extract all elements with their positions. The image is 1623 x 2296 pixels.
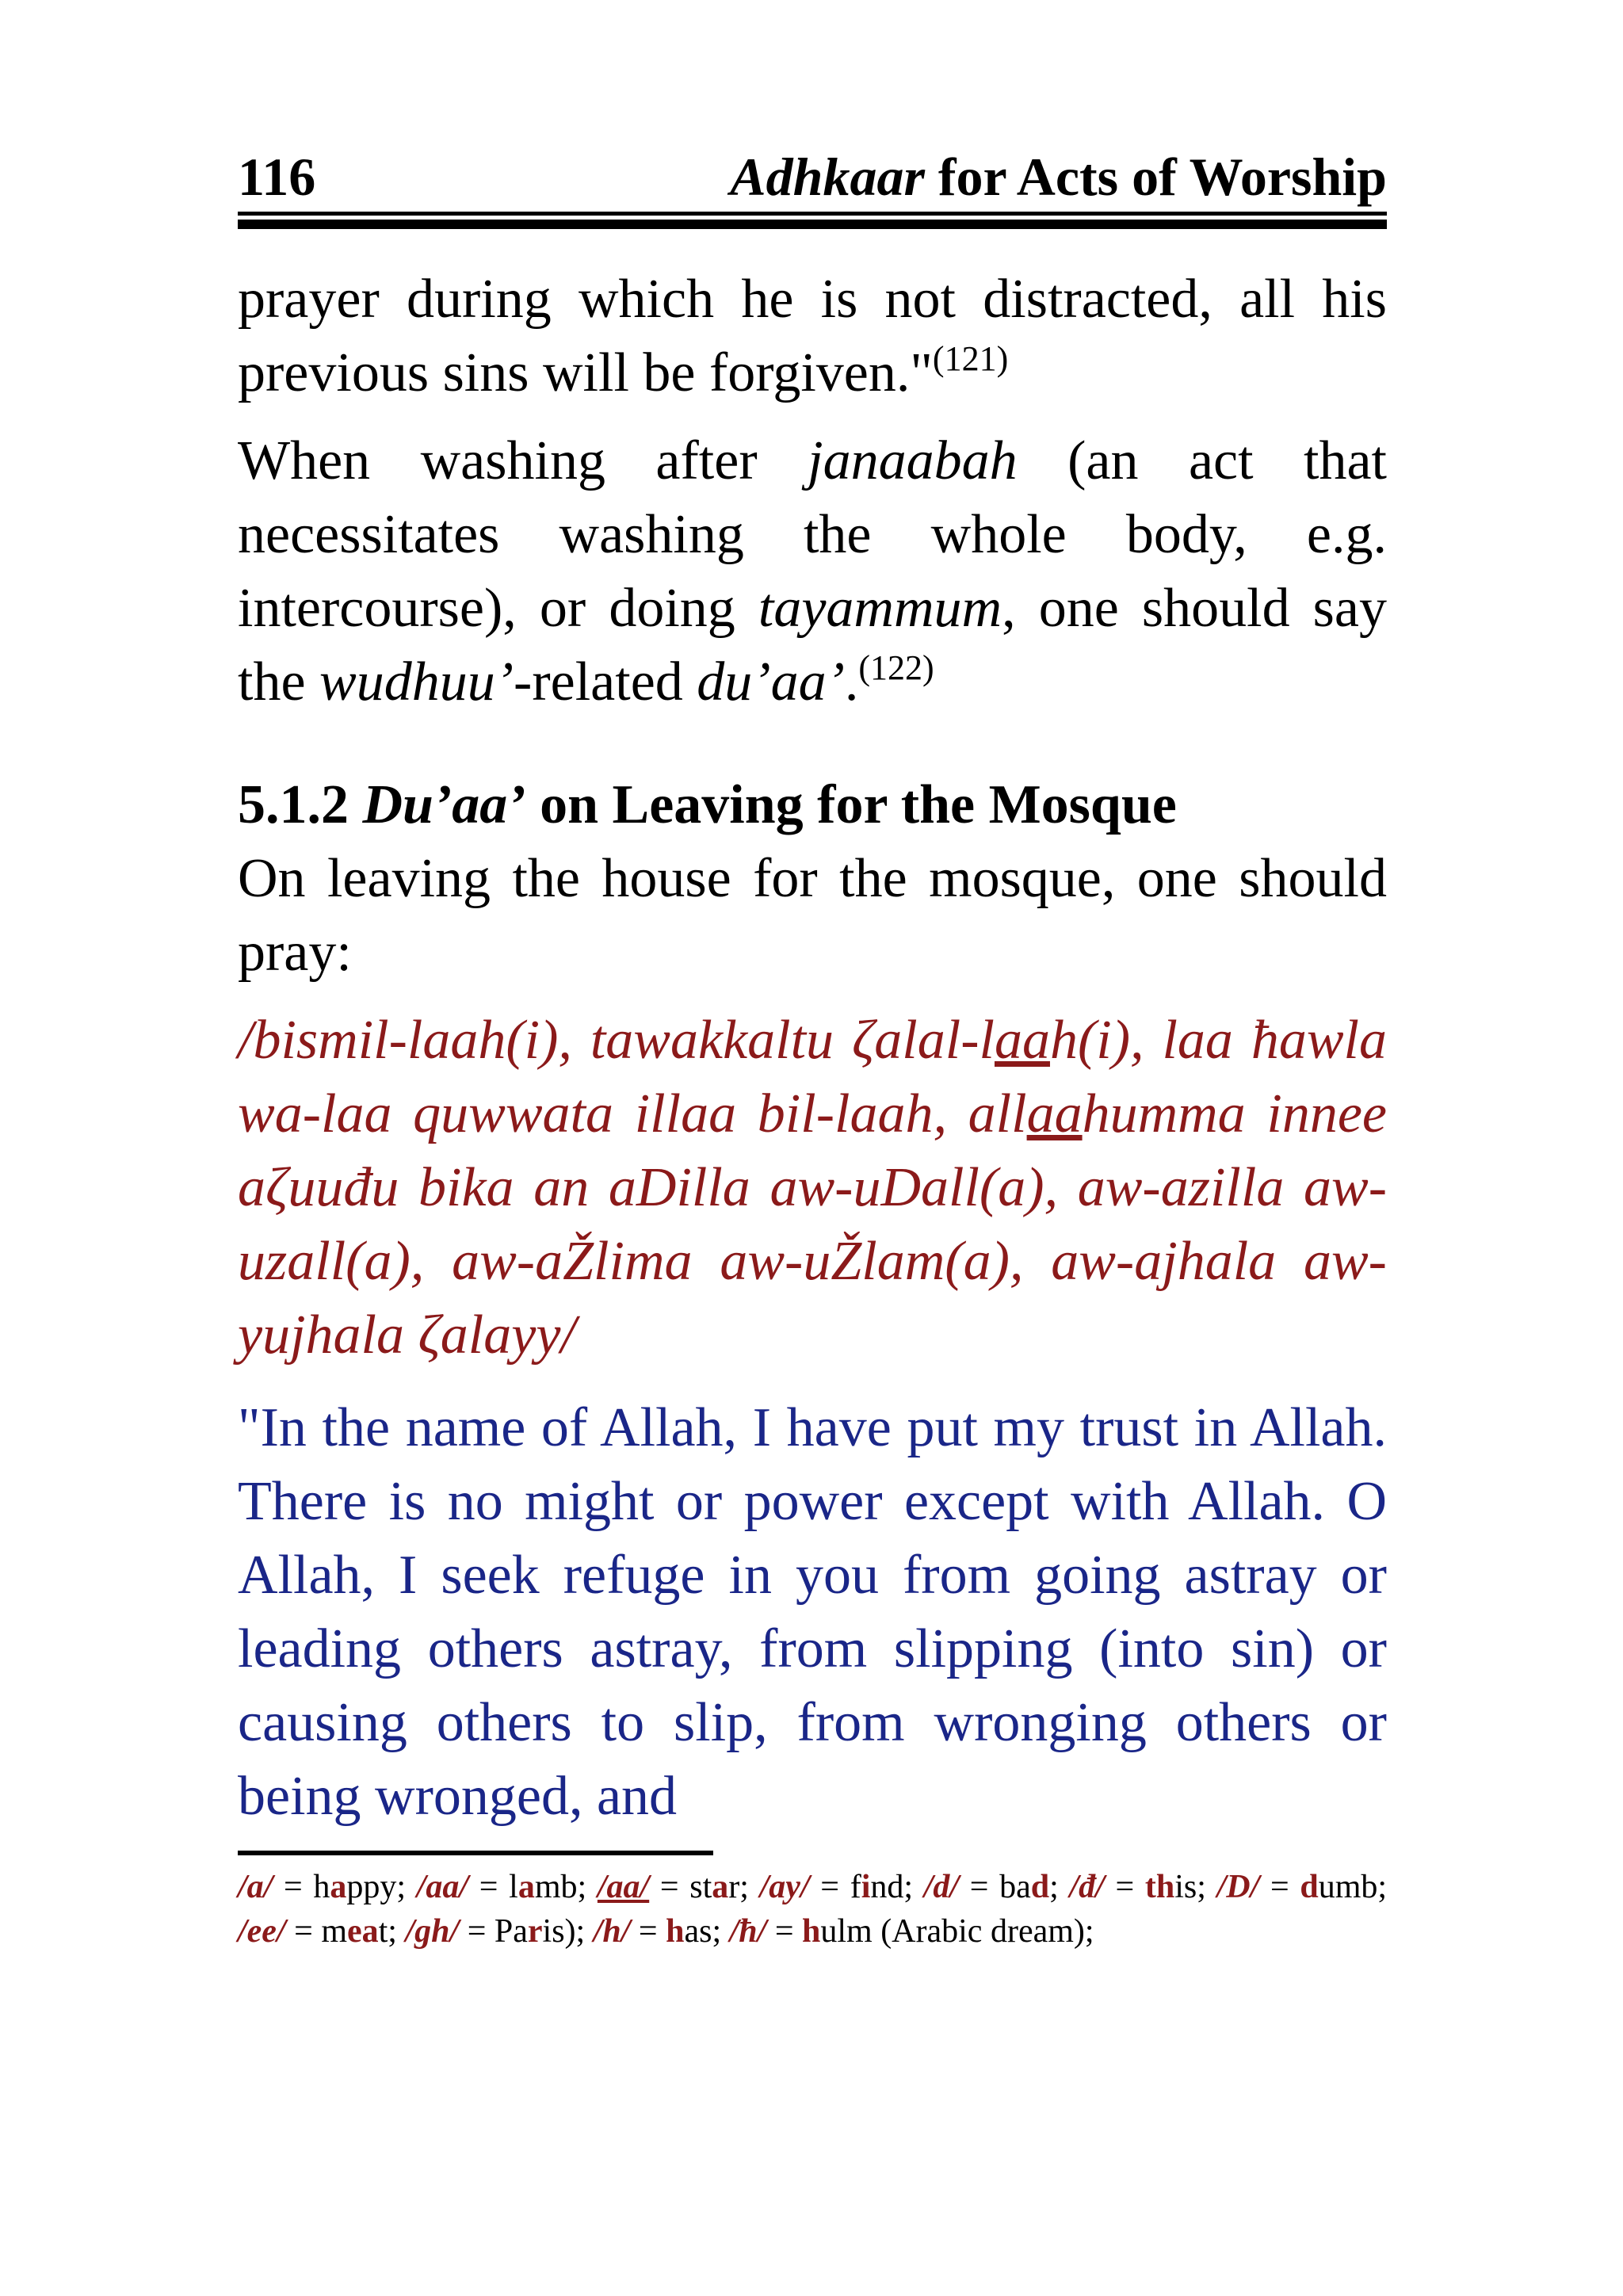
running-title [730,147,1387,207]
footnote-key [238,1865,1387,1954]
section-heading [238,768,1387,842]
text-run: (an act that necessitates washing the whole body, e.g. intercourse), or doing [238,430,1387,639]
paragraph-hadith-end [238,262,1387,410]
footnote-entry: /h/ = has; [593,1913,722,1950]
page-number: 116 [238,147,316,207]
footnote-entry: /a/ = happy; [238,1869,407,1905]
term-duaa: du’aa’ [697,651,845,712]
footnote-entry: /ħ/ = hulm (Arabic dream); [729,1913,1094,1950]
paragraph-text: prayer during which he is not distracted, all his previous sins will be forgiven." [238,269,1387,403]
running-title-rest: for Acts of Worship [924,147,1387,207]
footnote-ref: (122) [858,648,934,687]
text-run: . [844,651,859,712]
footnote-entry: /gh/ = Paris); [405,1913,586,1950]
footnote-rule [238,1851,713,1855]
footnote-entry: /d/ = bad; [923,1869,1059,1905]
footnote-entry: /đ/ = this; [1069,1869,1206,1905]
translit-underlined: aa [1026,1083,1083,1144]
section-number: 5.1.2 [238,774,363,835]
translit-part: /bismil-laah(i), tawakkaltu ζalal-l [238,1010,995,1071]
text-run: When washing after [238,430,808,491]
transliteration-block [238,1003,1387,1372]
term-tayammum: tayammum [758,578,1002,639]
translit-underlined: aa [994,1010,1050,1071]
paragraph-janaabah [238,424,1387,719]
translation-block: "In the name of Allah, I have put my trust in Allah. There is no might or power except with Allah. O Allah, I seek refuge in you from going astray or leading others astray, from slipping (into sin) or causing others to slip, from wronging others or being wronged, and [238,1397,1387,1827]
running-title-italic: Adhkaar [730,147,925,207]
translit-part: humma innee aζuuđu bika an aDilla aw-uDall(a), aw-azilla aw-uzall(a), aw-aŽlima aw-uŽlam(a), aw-ajhala aw-yujhala ζalayy/ [238,1083,1387,1366]
footnote-entry: /D/ = dumb; [1216,1869,1388,1905]
book-page [238,147,1387,1954]
footnote-entry: /aa/ = lamb; [416,1869,587,1905]
running-header [238,147,1387,207]
section-title-italic: Du’aa’ [362,774,526,835]
term-wudhuu: wudhuu’ [319,651,514,712]
section-intro: On leaving the house for the mosque, one should pray: [238,848,1387,983]
header-rule-thick [238,220,1387,229]
text-run: , one should say the [238,578,1387,712]
footnote-entry: /ay/ = find; [759,1869,914,1905]
term-janaabah: janaabah [808,430,1018,491]
translit-part: h(i), laa ħawla wa-laa quwwata illaa bil-laah, all [238,1010,1388,1144]
text-run: -related [514,651,697,712]
footnote-ref: (121) [932,339,1009,378]
header-rule-thin [238,212,1387,216]
section-title-rest: on Leaving for the Mosque [525,774,1177,835]
footnote-entry: /aa/ = star; [597,1869,749,1905]
footnote-entry: /ee/ = meat; [238,1913,397,1950]
